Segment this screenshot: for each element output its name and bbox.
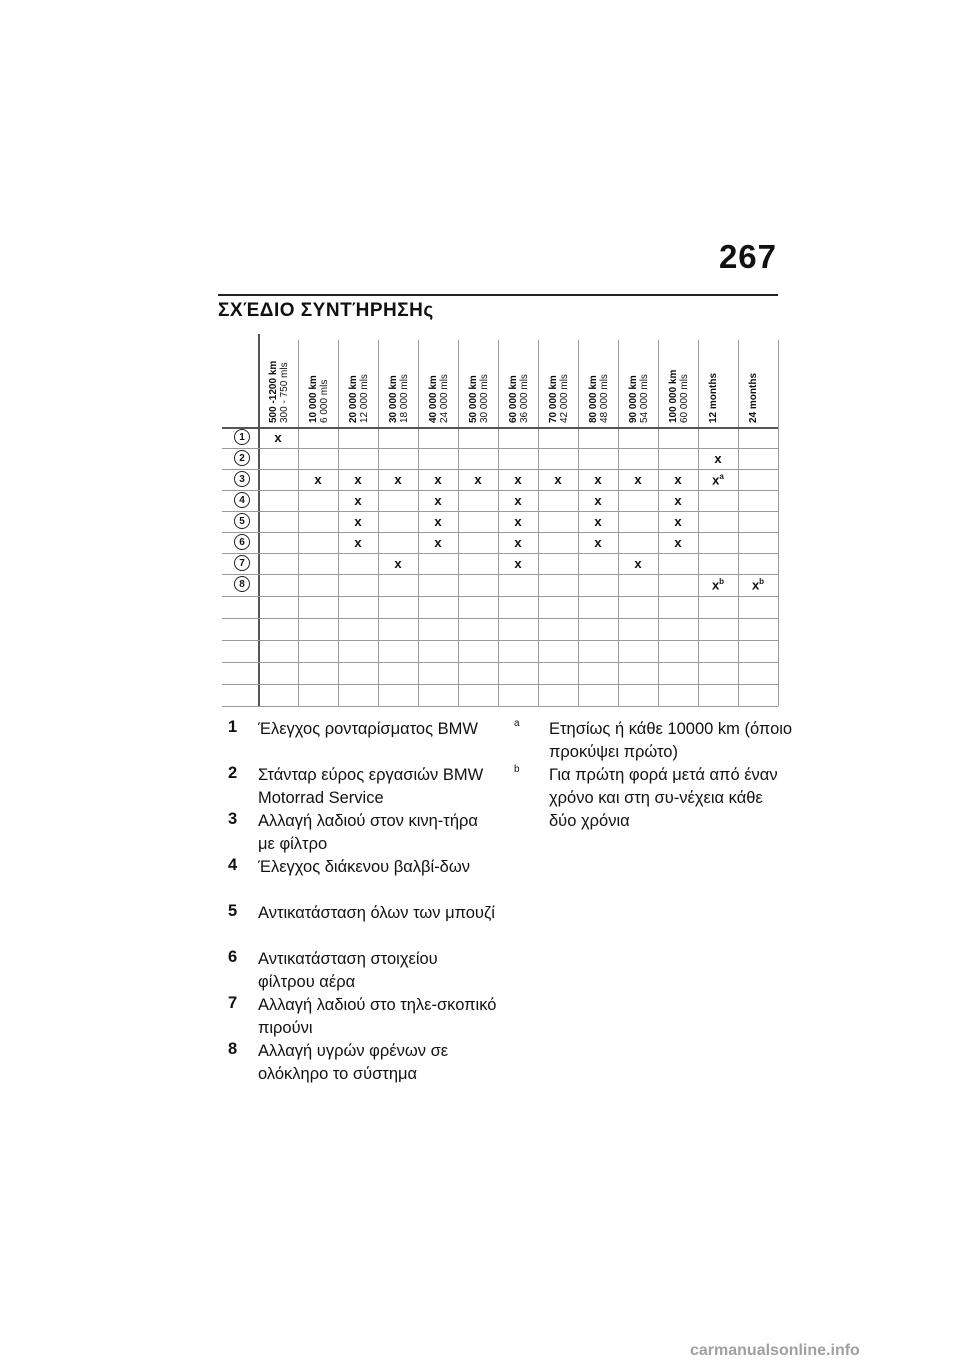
- row-number-badge: 4: [234, 492, 250, 508]
- table-row-line: [222, 574, 778, 575]
- table-column-line: [458, 340, 459, 706]
- column-header-sub: 60 000 mls: [679, 374, 690, 423]
- schedule-mark: x: [674, 493, 682, 508]
- table-column-line: [698, 340, 699, 706]
- table-row-line: [222, 532, 778, 533]
- legend-text: Έλεγχος ρονταρίσματος BMW: [258, 720, 478, 738]
- row-number-badge: 8: [234, 576, 250, 592]
- row-number-badge: 7: [234, 555, 250, 571]
- schedule-mark: x: [434, 472, 442, 487]
- schedule-mark: x: [714, 451, 722, 466]
- column-header: [268, 361, 290, 423]
- table-column-line: [338, 340, 339, 706]
- legend-number: 4: [228, 856, 238, 874]
- schedule-mark: x: [514, 514, 522, 529]
- table-column-line: [378, 340, 379, 706]
- column-header-sub: 300 - 750 mls: [279, 362, 290, 423]
- column-header: [428, 374, 450, 423]
- table-row-line: [222, 640, 778, 641]
- table-column-line: [498, 340, 499, 706]
- column-header-main: 40 000 km: [428, 375, 439, 423]
- table-column-line: [258, 334, 260, 706]
- schedule-mark: x: [434, 535, 442, 550]
- legend-text: Αλλαγή λαδιού στο τηλε-σκοπικό πιρούνι: [258, 996, 497, 1037]
- column-header-main: 90 000 km: [628, 375, 639, 423]
- table-row-line: [222, 448, 778, 449]
- schedule-mark: x: [594, 493, 602, 508]
- table-column-line: [738, 340, 739, 706]
- schedule-mark: x: [354, 535, 362, 550]
- row-number-badge: 5: [234, 513, 250, 529]
- table-row-line: [222, 469, 778, 470]
- schedule-mark: x: [354, 514, 362, 529]
- column-header-sub: 42 000 mls: [559, 374, 570, 423]
- footnote-marker: b: [719, 577, 725, 586]
- legend-text: Αντικατάσταση όλων των μπουζί: [258, 904, 495, 922]
- column-header-sub: 48 000 mls: [599, 374, 610, 423]
- column-header: [468, 374, 490, 423]
- column-header: [748, 373, 759, 423]
- row-number-badge: 3: [234, 471, 250, 487]
- table-row-line: [222, 706, 778, 707]
- legend-text: Στάνταρ εύρος εργασιών BMW Motorrad Service: [258, 766, 484, 807]
- column-header: [508, 374, 530, 423]
- schedule-mark: x: [674, 514, 682, 529]
- column-header-main: 20 000 km: [348, 375, 359, 423]
- footnote-key: a: [514, 718, 520, 729]
- column-header-main: 10 000 km: [308, 375, 319, 423]
- schedule-mark: x: [594, 535, 602, 550]
- schedule-mark: x: [274, 430, 282, 445]
- legend-number: 7: [228, 994, 238, 1012]
- page-number: 267: [718, 238, 777, 275]
- schedule-mark: x: [514, 493, 522, 508]
- schedule-mark: x: [394, 556, 402, 571]
- column-header-main: 80 000 km: [588, 375, 599, 423]
- schedule-mark: x: [594, 472, 602, 487]
- footnote-marker: a: [719, 472, 724, 481]
- schedule-mark: x: [514, 556, 522, 571]
- column-header-main: 12 months: [708, 372, 719, 423]
- column-header-sub: 18 000 mls: [399, 374, 410, 423]
- watermark-logo: [690, 1340, 955, 1360]
- table-row-line: [222, 427, 778, 429]
- column-header-main: 50 000 km: [468, 375, 479, 423]
- schedule-mark: x: [594, 514, 602, 529]
- schedule-mark: x: [354, 493, 362, 508]
- column-header-main: 60 000 km: [508, 375, 519, 423]
- column-header: [308, 375, 330, 423]
- schedule-mark: x: [354, 472, 362, 487]
- schedule-mark: $x^a$: [712, 472, 724, 488]
- column-header-main: 24 months: [748, 372, 759, 423]
- column-header-main: 30 000 km: [388, 375, 399, 423]
- column-header-main: 500 -1200 km: [268, 360, 279, 423]
- schedule-mark: x: [634, 472, 642, 487]
- table-row-line: [222, 662, 778, 663]
- legend-number: 5: [228, 902, 238, 920]
- schedule-mark: $x^b$: [751, 577, 765, 593]
- footnote-text: Ετησίως ή κάθε 10000 km (όποιο προκύψει πρώτο): [549, 720, 793, 761]
- table-column-line: [618, 340, 619, 706]
- schedule-mark: x: [514, 535, 522, 550]
- row-number-badge: 1: [234, 429, 250, 445]
- schedule-mark: x: [314, 472, 322, 487]
- column-header: [548, 374, 570, 423]
- column-header: [628, 374, 650, 423]
- footnote-key: b: [514, 764, 520, 775]
- svg-text:carmanualsonline.info: carmanualsonline.info: [690, 1342, 860, 1359]
- schedule-mark: x: [434, 514, 442, 529]
- table-column-line: [418, 340, 419, 706]
- table-row-line: [222, 618, 778, 619]
- legend-text: Έλεγχος διάκενου βαλβί-δων: [258, 858, 471, 876]
- legend-number: 2: [228, 764, 238, 782]
- column-header-sub: 54 000 mls: [639, 374, 650, 423]
- column-header: [348, 374, 370, 423]
- footnote-marker: b: [759, 577, 765, 586]
- column-header-main: 100 000 km: [668, 369, 679, 423]
- legend-number: 8: [228, 1040, 238, 1058]
- column-header-sub: 30 000 mls: [479, 374, 490, 423]
- legend-text: Αλλαγή λαδιού στον κινη-τήρα με φίλτρο: [258, 812, 478, 853]
- schedule-mark: x: [674, 535, 682, 550]
- table-row-line: [222, 553, 778, 554]
- column-header-sub: 36 000 mls: [519, 374, 530, 423]
- table-column-line: [578, 340, 579, 706]
- schedule-mark: x: [674, 472, 682, 487]
- schedule-mark: x: [474, 472, 482, 487]
- table-column-line: [538, 340, 539, 706]
- column-header: [708, 373, 719, 423]
- table-column-line: [778, 340, 779, 706]
- legend-text: Αλλαγή υγρών φρένων σε ολόκληρο το σύστημα: [258, 1042, 449, 1083]
- schedule-mark: x: [514, 472, 522, 487]
- footnote-text: Για πρώτη φορά μετά από έναν χρόνο και στη συ-νέχεια κάθε δύο χρόνια: [549, 766, 778, 830]
- table-row-line: [222, 596, 778, 597]
- legend-text: Αντικατάσταση στοιχείου φίλτρου αέρα: [258, 950, 438, 991]
- legend-number: 1: [228, 718, 238, 736]
- column-header-sub: 12 000 mls: [359, 374, 370, 423]
- schedule-mark: x: [554, 472, 562, 487]
- row-number-badge: 2: [234, 450, 250, 466]
- column-header: [388, 374, 410, 423]
- section-title: ΣΧΈΔΙΟ ΣΥΝΤΉΡΗΣΗς: [218, 300, 434, 321]
- column-header-sub: 6 000 mls: [319, 379, 330, 423]
- schedule-mark: x: [394, 472, 402, 487]
- schedule-mark: $x^b$: [711, 577, 725, 593]
- column-header: [588, 374, 610, 423]
- legend-number: 3: [228, 810, 238, 828]
- schedule-mark: x: [634, 556, 642, 571]
- table-row-line: [222, 490, 778, 491]
- column-header-sub: 24 000 mls: [439, 374, 450, 423]
- legend-number: 6: [228, 948, 238, 966]
- column-header: [668, 370, 690, 423]
- column-header-main: 70 000 km: [548, 375, 559, 423]
- table-column-line: [658, 340, 659, 706]
- table-row-line: [222, 684, 778, 685]
- row-number-badge: 6: [234, 534, 250, 550]
- table-column-line: [298, 340, 299, 706]
- schedule-mark: x: [434, 493, 442, 508]
- table-row-line: [222, 511, 778, 512]
